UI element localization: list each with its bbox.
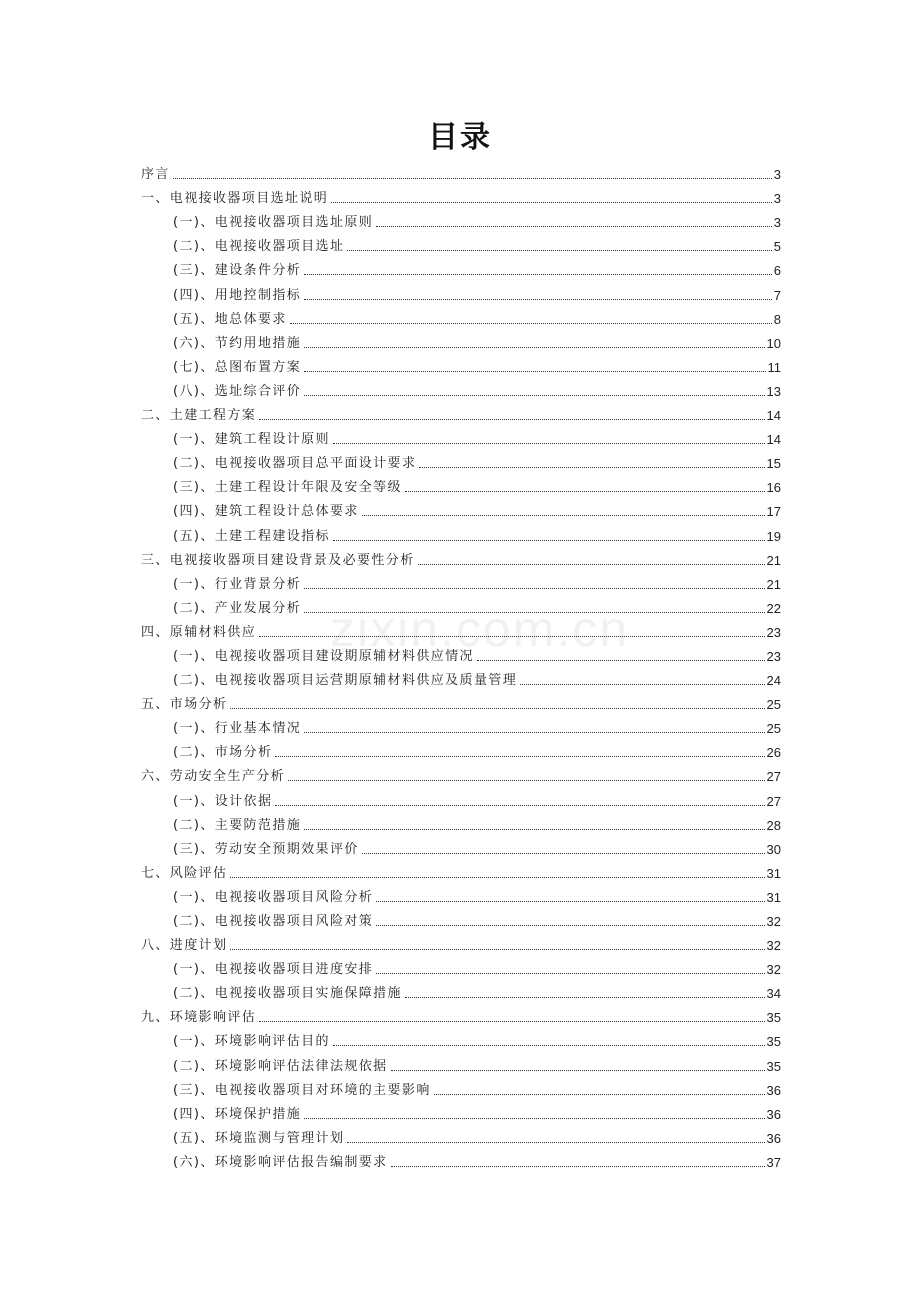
toc-entry-title: (一)、建筑工程设计原则 (173, 432, 330, 448)
toc-section-entry[interactable] (141, 569, 781, 593)
toc-entry-title: 一、电视接收器项目选址说明 (141, 191, 329, 207)
toc-entry-title: (八)、选址综合评价 (173, 383, 302, 399)
toc-entry-title: (二)、产业发展分析 (173, 600, 302, 616)
toc-entry-title: (三)、建设条件分析 (173, 263, 302, 279)
toc-entry-title: (一)、设计依据 (173, 793, 273, 809)
toc-entry-title: 四、原辅材料供应 (141, 624, 257, 640)
toc-entry-title: (三)、劳动安全预期效果评价 (173, 841, 359, 857)
toc-entry-title: 七、风险评估 (141, 865, 228, 881)
toc-section-entry[interactable] (141, 424, 781, 448)
toc-entry-page-number: 34 (766, 986, 781, 1002)
toc-dot-leader (331, 201, 772, 203)
toc-entry-page-number: 21 (766, 576, 781, 592)
toc-dot-leader (275, 755, 764, 757)
toc-entry-title: (一)、电视接收器项目进度安排 (173, 962, 374, 978)
toc-chapter-entry[interactable] (141, 617, 781, 641)
toc-dot-leader (376, 225, 772, 227)
toc-entry-page-number: 37 (766, 1154, 781, 1170)
toc-dot-leader (347, 1141, 764, 1143)
toc-entry-title: 六、劳动安全生产分析 (141, 769, 286, 785)
toc-entry-page-number: 32 (766, 914, 781, 929)
toc-entry-title: 九、环境影响评估 (141, 1010, 257, 1026)
toc-section-entry[interactable] (141, 785, 781, 809)
toc-entry-title: (六)、环境影响评估报告编制要求 (173, 1154, 388, 1170)
toc-section-entry[interactable] (141, 882, 781, 906)
toc-entry-title: (二)、电视接收器项目运营期原辅材料供应及质量管理 (173, 673, 518, 689)
watermark: zixin.com.cn (330, 601, 630, 657)
toc-entry-page-number: 31 (766, 889, 781, 905)
toc-dot-leader (304, 611, 764, 613)
toc-section-entry[interactable] (141, 352, 781, 376)
toc-dot-leader (304, 370, 765, 372)
toc-section-entry[interactable] (141, 520, 781, 544)
toc-section-entry[interactable] (141, 593, 781, 617)
toc-dot-leader (173, 177, 772, 179)
toc-entry-title: 八、进度计划 (141, 938, 228, 954)
toc-entry-title: (二)、电视接收器项目总平面设计要求 (173, 456, 417, 472)
toc-section-entry[interactable] (141, 1123, 781, 1147)
toc-dot-leader (376, 900, 764, 902)
toc-entry-page-number: 8 (773, 311, 781, 327)
toc-dot-leader (304, 587, 764, 589)
toc-entry-title: (一)、环境影响评估目的 (173, 1034, 330, 1050)
toc-chapter-entry[interactable] (141, 761, 781, 785)
toc-entry-title: (二)、环境影响评估法律法规依据 (173, 1058, 388, 1074)
toc-section-entry[interactable] (141, 954, 781, 978)
toc-entry-title: (一)、行业基本情况 (173, 721, 302, 737)
toc-dot-leader (362, 852, 765, 854)
toc-dot-leader (333, 1044, 765, 1046)
toc-entry-title: 三、电视接收器项目建设背景及必要性分析 (141, 552, 415, 568)
toc-section-entry[interactable] (141, 1075, 781, 1099)
toc-entry-title: (五)、地总体要求 (173, 311, 287, 327)
toc-entry-page-number: 23 (766, 648, 781, 664)
toc-entry-page-number: 22 (766, 600, 781, 616)
toc-dot-leader (520, 683, 764, 685)
toc-entry-title: (二)、电视接收器项目风险对策 (173, 914, 374, 929)
toc-section-entry[interactable] (141, 978, 781, 1002)
toc-section-entry[interactable] (141, 713, 781, 737)
toc-entry-title: (二)、电视接收器项目选址 (173, 239, 345, 255)
toc-dot-leader (304, 731, 764, 733)
toc-dot-leader (376, 924, 764, 926)
toc-dot-leader (391, 1069, 765, 1071)
toc-entry-title: (一)、电视接收器项目选址原则 (173, 215, 374, 231)
toc-entry-title: (三)、土建工程设计年限及安全等级 (173, 480, 402, 496)
toc-entry-page-number: 26 (766, 745, 781, 761)
toc-entry-title: (二)、主要防范措施 (173, 817, 302, 833)
toc-entry-page-number: 36 (766, 1082, 781, 1098)
toc-dot-leader (418, 563, 765, 565)
toc-entry-page-number: 15 (766, 456, 781, 472)
toc-entry-page-number: 24 (766, 673, 781, 689)
toc-chapter-entry[interactable] (141, 545, 781, 569)
toc-entry-page-number: 35 (766, 1058, 781, 1074)
toc-entry-title: (二)、电视接收器项目实施保障措施 (173, 986, 402, 1002)
toc-entry-page-number: 28 (766, 817, 781, 833)
toc-dot-leader (304, 346, 764, 348)
toc-section-entry[interactable] (141, 496, 781, 520)
toc-entry-page-number: 11 (767, 359, 781, 375)
toc-section-entry[interactable] (141, 376, 781, 400)
toc-entry-page-number: 6 (773, 263, 781, 279)
toc-entry-page-number: 14 (766, 408, 781, 424)
toc-section-entry[interactable] (141, 279, 781, 303)
toc-section-entry[interactable] (141, 810, 781, 834)
toc-section-entry[interactable] (141, 328, 781, 352)
toc-chapter-entry[interactable] (141, 689, 781, 713)
toc-entry-title: (一)、行业背景分析 (173, 576, 302, 592)
toc-section-entry[interactable] (141, 448, 781, 472)
toc-section-entry[interactable] (141, 665, 781, 689)
toc-entry-page-number: 21 (766, 552, 781, 568)
toc-dot-leader (405, 490, 765, 492)
toc-dot-leader (304, 828, 764, 830)
toc-entry-title: (四)、环境保护措施 (173, 1106, 302, 1122)
toc-entry-page-number: 14 (766, 432, 781, 448)
toc-entry-page-number: 19 (766, 528, 781, 544)
toc-entry-page-number: 27 (766, 769, 781, 785)
toc-dot-leader (290, 322, 772, 324)
toc-dot-leader (405, 996, 765, 998)
toc-entry-title: (六)、节约用地措施 (173, 335, 302, 351)
toc-section-entry[interactable] (141, 472, 781, 496)
page-title: 目录 (428, 120, 492, 155)
toc-entry-page-number: 32 (766, 938, 781, 954)
toc-dot-leader (333, 442, 765, 444)
toc-entry-title: 序言 (141, 167, 170, 183)
toc-entry-page-number: 31 (766, 865, 781, 881)
toc-dot-leader (259, 635, 764, 637)
toc-dot-leader (419, 466, 764, 468)
toc-dot-leader (477, 659, 765, 661)
toc-entry-title: (四)、建筑工程设计总体要求 (173, 504, 359, 520)
toc-dot-leader (376, 972, 764, 974)
toc-entry-page-number: 32 (766, 962, 781, 978)
toc-entry-page-number: 25 (766, 697, 781, 713)
toc-entry-page-number: 35 (766, 1010, 781, 1026)
toc-dot-leader (304, 298, 772, 300)
toc-dot-leader (362, 514, 765, 516)
toc-entry-page-number: 3 (773, 167, 781, 183)
toc-entry-page-number: 16 (766, 480, 781, 496)
toc-section-entry[interactable] (141, 1147, 781, 1171)
toc-dot-leader (304, 1117, 764, 1119)
toc-entry-title: (一)、电视接收器项目风险分析 (173, 889, 374, 905)
toc-entry-title: 五、市场分析 (141, 697, 228, 713)
toc-dot-leader (259, 1020, 764, 1022)
toc-entry-page-number: 36 (766, 1106, 781, 1122)
toc-dot-leader (333, 539, 765, 541)
toc-section-entry[interactable] (141, 906, 781, 930)
toc-dot-leader (288, 779, 765, 781)
toc-section-entry[interactable] (141, 1050, 781, 1074)
toc-section-entry[interactable] (141, 304, 781, 328)
toc-entry-page-number: 25 (766, 721, 781, 737)
toc-entry-page-number: 27 (766, 793, 781, 809)
toc-entry-page-number: 3 (773, 215, 781, 231)
toc-section-entry[interactable] (141, 255, 781, 279)
toc-chapter-entry[interactable] (141, 159, 781, 183)
toc-entry-title: (七)、总图布置方案 (173, 359, 302, 375)
table-of-contents (141, 159, 781, 1171)
toc-dot-leader (347, 249, 771, 251)
toc-section-entry[interactable] (141, 207, 781, 231)
toc-entry-page-number: 30 (766, 841, 781, 857)
toc-entry-page-number: 5 (773, 239, 781, 255)
toc-entry-title: (三)、电视接收器项目对环境的主要影响 (173, 1082, 431, 1098)
toc-section-entry[interactable] (141, 641, 781, 665)
toc-entry-page-number: 35 (766, 1034, 781, 1050)
toc-dot-leader (230, 707, 764, 709)
toc-section-entry[interactable] (141, 1099, 781, 1123)
toc-entry-page-number: 10 (766, 335, 781, 351)
toc-entry-title: (五)、土建工程建设指标 (173, 528, 330, 544)
toc-entry-page-number: 23 (766, 624, 781, 640)
toc-entry-title: (二)、市场分析 (173, 745, 273, 761)
toc-chapter-entry[interactable] (141, 1002, 781, 1026)
toc-section-entry[interactable] (141, 231, 781, 255)
toc-chapter-entry[interactable] (141, 183, 781, 207)
toc-dot-leader (304, 273, 772, 275)
toc-chapter-entry[interactable] (141, 858, 781, 882)
toc-dot-leader (275, 804, 764, 806)
toc-entry-page-number: 36 (766, 1130, 781, 1146)
toc-chapter-entry[interactable] (141, 930, 781, 954)
toc-chapter-entry[interactable] (141, 400, 781, 424)
toc-entry-page-number: 17 (766, 504, 781, 520)
toc-entry-title: (五)、环境监测与管理计划 (173, 1130, 345, 1146)
toc-entry-page-number: 7 (773, 287, 781, 303)
toc-entry-title: 二、土建工程方案 (141, 408, 257, 424)
toc-section-entry[interactable] (141, 737, 781, 761)
toc-entry-page-number: 13 (766, 383, 781, 399)
toc-section-entry[interactable] (141, 834, 781, 858)
toc-dot-leader (304, 394, 764, 396)
toc-entry-page-number: 3 (773, 191, 781, 207)
toc-dot-leader (230, 948, 764, 950)
toc-dot-leader (391, 1165, 765, 1167)
toc-dot-leader (434, 1093, 765, 1095)
toc-entry-title: (四)、用地控制指标 (173, 287, 302, 303)
toc-dot-leader (259, 418, 764, 420)
toc-entry-title: (一)、电视接收器项目建设期原辅材料供应情况 (173, 648, 474, 664)
toc-section-entry[interactable] (141, 1026, 781, 1050)
toc-dot-leader (230, 876, 764, 878)
